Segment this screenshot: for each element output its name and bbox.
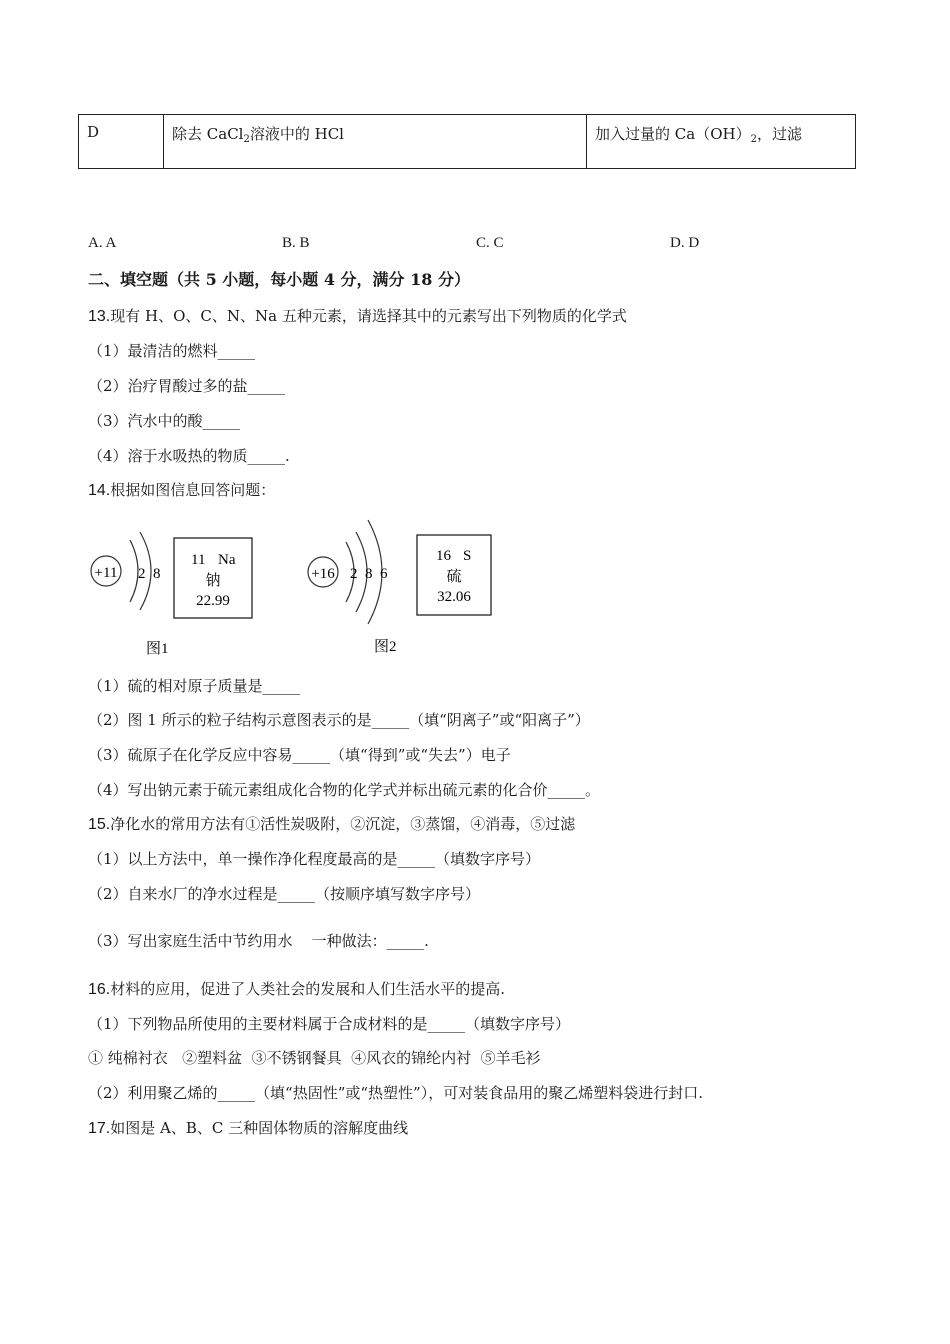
q14-item-2: （2）图 1 所示的粒子结构示意图表示的是_____（填“阴离子”或“阳离子”）: [88, 711, 590, 729]
row-method: 加入过量的 $Ca(OH)_2$，过滤: [587, 115, 856, 169]
table-row: [79, 115, 856, 169]
q13-item-2: （2）治疗胃酸过多的盐_____: [88, 377, 286, 395]
shell-electrons: 2 8: [138, 566, 161, 582]
figure-caption: 图2: [374, 639, 397, 655]
q14-stem: 14.根据如图信息回答问题：: [88, 481, 276, 499]
nucleus-charge: +16: [311, 566, 335, 582]
atomic-number: 11: [191, 552, 206, 568]
q15-item-1: （1）以上方法中，单一操作净化程度最高的是_____（填数字序号）: [88, 850, 541, 868]
element-symbol: S: [463, 548, 472, 564]
q13-item-3: （3）汽水中的酸_____: [88, 412, 241, 430]
q13-stem: 13.现有 H、O、C、N、Na 五种元素，请选择其中的元素写出下列物质的化学式: [88, 307, 627, 325]
row-letter: D: [79, 115, 164, 169]
q14-item-1: （1）硫的相对原子质量是_____: [88, 677, 301, 695]
q16-item-options: ① 纯棉衬衣 ②塑料盆 ③不锈钢餐具 ④风衣的锦纶内衬 ⑤羊毛衫: [88, 1049, 541, 1067]
q14-item-3: （3）硫原子在化学反应中容易_____（填“得到”或“失去”）电子: [88, 746, 511, 764]
choice-b: B. B: [282, 235, 310, 251]
q16-stem: 16.材料的应用，促进了人类社会的发展和人们生活水平的提高.: [88, 980, 506, 998]
q15-item-2: （2）自来水厂的净水过程是_____（按顺序填写数字序号）: [88, 885, 481, 903]
q13-item-1: （1）最清洁的燃料_____: [88, 342, 256, 360]
shell-electrons: 2 8 6: [350, 566, 388, 582]
atomic-number: 16: [436, 548, 451, 564]
row-purpose: 除去 CaCl$_2$溶液中的 HCl: [164, 115, 587, 169]
q15-stem: 15.净化水的常用方法有①活性炭吸附，②沉淀，③蒸馏，④消毒，⑤过滤: [88, 815, 576, 833]
figure-caption: 图1: [146, 641, 169, 657]
q14-item-4: （4）写出钠元素于硫元素组成化合物的化学式并标出硫元素的化合价_____。: [88, 781, 601, 799]
choice-a: A. A: [88, 235, 117, 251]
options-table: [78, 114, 856, 169]
atomic-mass: 32.06: [437, 589, 471, 605]
figure-2-sulfur: [300, 514, 500, 660]
element-name: 硫: [446, 569, 462, 585]
element-name: 钠: [205, 573, 221, 589]
figure-1-sodium: [86, 522, 266, 662]
q13-item-4: （4）溶于水吸热的物质_____.: [88, 447, 290, 465]
section-title: 二、填空题（共 5 小题，每小题 4 分，满分 18 分）: [88, 270, 470, 289]
q16-item-2: （2）利用聚乙烯的_____（填“热固性”或“热塑性”），可对装食品用的聚乙烯塑料袋进行封口.: [88, 1084, 703, 1102]
electron-shell-arc: [130, 540, 138, 602]
q17-stem: 17.如图是 A、B、C 三种固体物质的溶解度曲线: [88, 1119, 409, 1137]
q16-item-1: （1）下列物品所使用的主要材料属于合成材料的是_____（填数字序号）: [88, 1015, 571, 1033]
nucleus-charge: +11: [94, 565, 118, 581]
element-symbol: Na: [218, 552, 236, 568]
choice-c: C. C: [476, 235, 504, 251]
choice-d: D. D: [670, 235, 700, 251]
q15-item-3: （3）写出家庭生活中节约用水 一种做法：_____.: [88, 932, 429, 950]
atomic-mass: 22.99: [196, 593, 230, 609]
